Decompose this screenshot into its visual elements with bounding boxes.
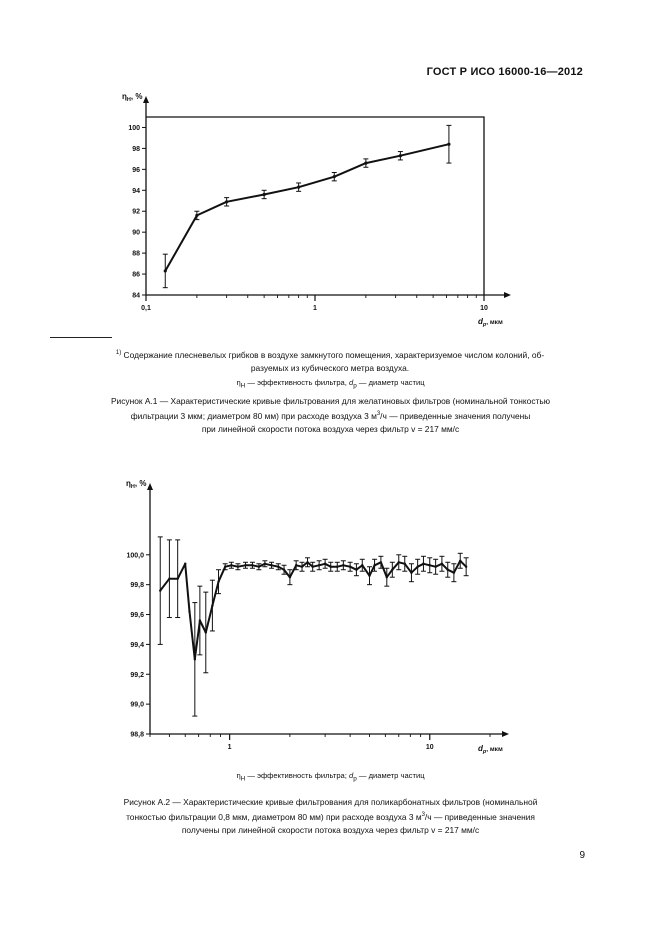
x-axis-label: $d_p^{, мкм}$	[478, 744, 503, 755]
data-point	[434, 566, 436, 568]
data-point	[168, 577, 170, 579]
data-point	[237, 566, 239, 568]
data-point	[410, 572, 412, 574]
data-point	[258, 566, 260, 568]
y-tick-label: 86	[132, 271, 140, 279]
data-point	[333, 175, 336, 178]
data-point	[184, 563, 186, 565]
data-point	[355, 569, 357, 571]
data-point	[368, 575, 370, 577]
y-tick-label: 96	[132, 166, 140, 174]
data-point	[188, 610, 190, 612]
data-point	[194, 658, 196, 660]
footnote-line-2: разуемых из кубического метра воздуха.	[250, 362, 410, 373]
x-tick-label: 0,1	[141, 305, 151, 312]
data-point	[324, 563, 326, 565]
y-tick-label: 92	[132, 208, 140, 216]
series-line	[165, 144, 449, 271]
data-point	[373, 564, 375, 566]
x-axis-arrow	[502, 731, 509, 737]
data-point	[263, 193, 266, 196]
data-point	[199, 619, 201, 621]
legend-d-subscript: p	[353, 775, 357, 783]
data-point	[297, 186, 300, 189]
data-point	[361, 564, 363, 566]
legend-eta-symbol: η	[236, 378, 241, 387]
legend-d-symbol: d	[349, 378, 354, 387]
data-point	[318, 564, 320, 566]
data-point	[264, 563, 266, 565]
figure1-caption-line-3: при линейной скорости потока воздуха через фильтр v = 217 мм/с	[201, 423, 460, 434]
data-point	[391, 569, 393, 571]
y-axis-label: $\eta_Н$, %	[126, 479, 147, 490]
data-point	[270, 564, 272, 566]
legend-d-description: — диаметр частиц	[356, 771, 425, 780]
x-tick-label: 1	[313, 305, 317, 312]
data-point	[453, 572, 455, 574]
figure1-caption	[40, 395, 621, 436]
data-point	[422, 563, 424, 565]
y-tick-label: 98,8	[130, 731, 144, 739]
figure1-legend	[0, 378, 661, 390]
footnote	[50, 347, 610, 375]
legend-d-symbol: d	[349, 771, 354, 780]
y-axis-arrow	[147, 483, 153, 490]
y-axis-label: $\eta_Н$, %	[122, 92, 143, 103]
data-point	[283, 569, 285, 571]
data-point	[465, 566, 467, 568]
data-point	[364, 161, 367, 164]
y-tick-label: 88	[132, 250, 140, 258]
x-axis-label: $d_p^{, мкм}$	[478, 317, 503, 328]
y-tick-label: 100,0	[126, 552, 144, 560]
data-point	[416, 566, 418, 568]
data-point	[159, 589, 161, 591]
figure2-caption	[40, 796, 621, 837]
data-point	[459, 560, 461, 562]
y-tick-label: 99,4	[130, 641, 144, 649]
data-point	[342, 564, 344, 566]
data-point	[195, 214, 198, 217]
data-point	[295, 564, 297, 566]
data-point	[447, 143, 450, 146]
figure2-caption-line-3: получены при линейной скорости потока воздуха через фильтр v = 217 мм/с	[181, 824, 480, 835]
footnote-divider	[50, 337, 112, 338]
x-axis-arrow	[504, 292, 511, 298]
chart-figure-a1	[100, 88, 540, 328]
data-point	[399, 154, 402, 157]
data-point	[336, 566, 338, 568]
data-point	[217, 580, 219, 582]
y-axis-arrow	[143, 96, 149, 103]
footnote-line-1: Содержание плесневелых грибков в воздухе замкнутого помещения, характеризуемое числом колоний, об-	[123, 349, 545, 360]
data-point	[244, 564, 246, 566]
data-point	[251, 564, 253, 566]
legend-d-subscript: p	[353, 382, 357, 390]
figure1-caption-line-1: Рисунок А.1 — Характеристические кривые фильтрования для желатиновых фильтров (номинальной тонкостью	[110, 396, 551, 406]
data-point	[301, 566, 303, 568]
data-point	[277, 566, 279, 568]
figure2-legend	[0, 771, 661, 783]
figure2-caption-line-1: Рисунок А.2 — Характеристические кривые фильтрования для поликарбонатных фильтров (номинальной	[123, 797, 538, 807]
document-code: ГОСТ Р ИСО 16000-16—2012	[426, 66, 583, 78]
data-point	[398, 561, 400, 563]
y-tick-label: 99,0	[130, 701, 144, 709]
legend-eta-symbol: η	[236, 771, 241, 780]
data-point	[311, 566, 313, 568]
y-tick-label: 94	[132, 187, 140, 195]
data-point	[176, 577, 178, 579]
x-tick-label: 10	[425, 744, 434, 751]
data-point	[404, 563, 406, 565]
y-tick-label: 99,8	[130, 582, 144, 590]
x-tick-label: 1	[227, 744, 232, 751]
data-point	[380, 561, 382, 563]
plot-frame	[146, 117, 484, 295]
data-point	[224, 566, 226, 568]
x-tick-label: 10	[480, 305, 488, 312]
legend-eta-description: — эффективность фильтра;	[245, 771, 350, 780]
legend-eta-subscript: Н	[240, 382, 246, 390]
footnote-marker: 1)	[115, 350, 122, 356]
chart-figure-a2	[100, 468, 540, 758]
figure1-caption-line-2: фильтрации 3 мкм; диаметром 80 мм) при расходе воздуха 3 $м^3/ч$ — приведенные значения получены	[130, 410, 531, 421]
data-point	[349, 566, 351, 568]
legend-eta-description: — эффективность фильтра,	[245, 378, 350, 387]
data-point	[289, 576, 291, 578]
data-point	[225, 200, 228, 203]
y-tick-label: 84	[132, 292, 140, 300]
data-point	[306, 561, 308, 563]
legend-d-description: — диаметр частиц	[356, 378, 425, 387]
page-number: 9	[579, 850, 585, 861]
y-tick-label: 90	[132, 229, 140, 237]
data-point	[386, 576, 388, 578]
figure2-caption-line-2: тонкостью фильтрации 0,8 мкм, диаметром 80 мм) при расходе воздуха 3 $м^3/ч$ — приведенные значения	[126, 811, 535, 822]
data-point	[441, 563, 443, 565]
y-tick-label: 99,2	[130, 671, 144, 679]
data-point	[330, 566, 332, 568]
y-tick-label: 99,6	[130, 612, 144, 620]
legend-eta-subscript: Н	[240, 775, 246, 783]
y-tick-label: 100	[128, 124, 140, 132]
data-point	[447, 569, 449, 571]
data-point	[211, 604, 213, 606]
y-tick-label: 98	[132, 145, 140, 153]
data-point	[205, 631, 207, 633]
data-point	[429, 564, 431, 566]
data-point	[230, 564, 232, 566]
data-point	[164, 269, 167, 272]
